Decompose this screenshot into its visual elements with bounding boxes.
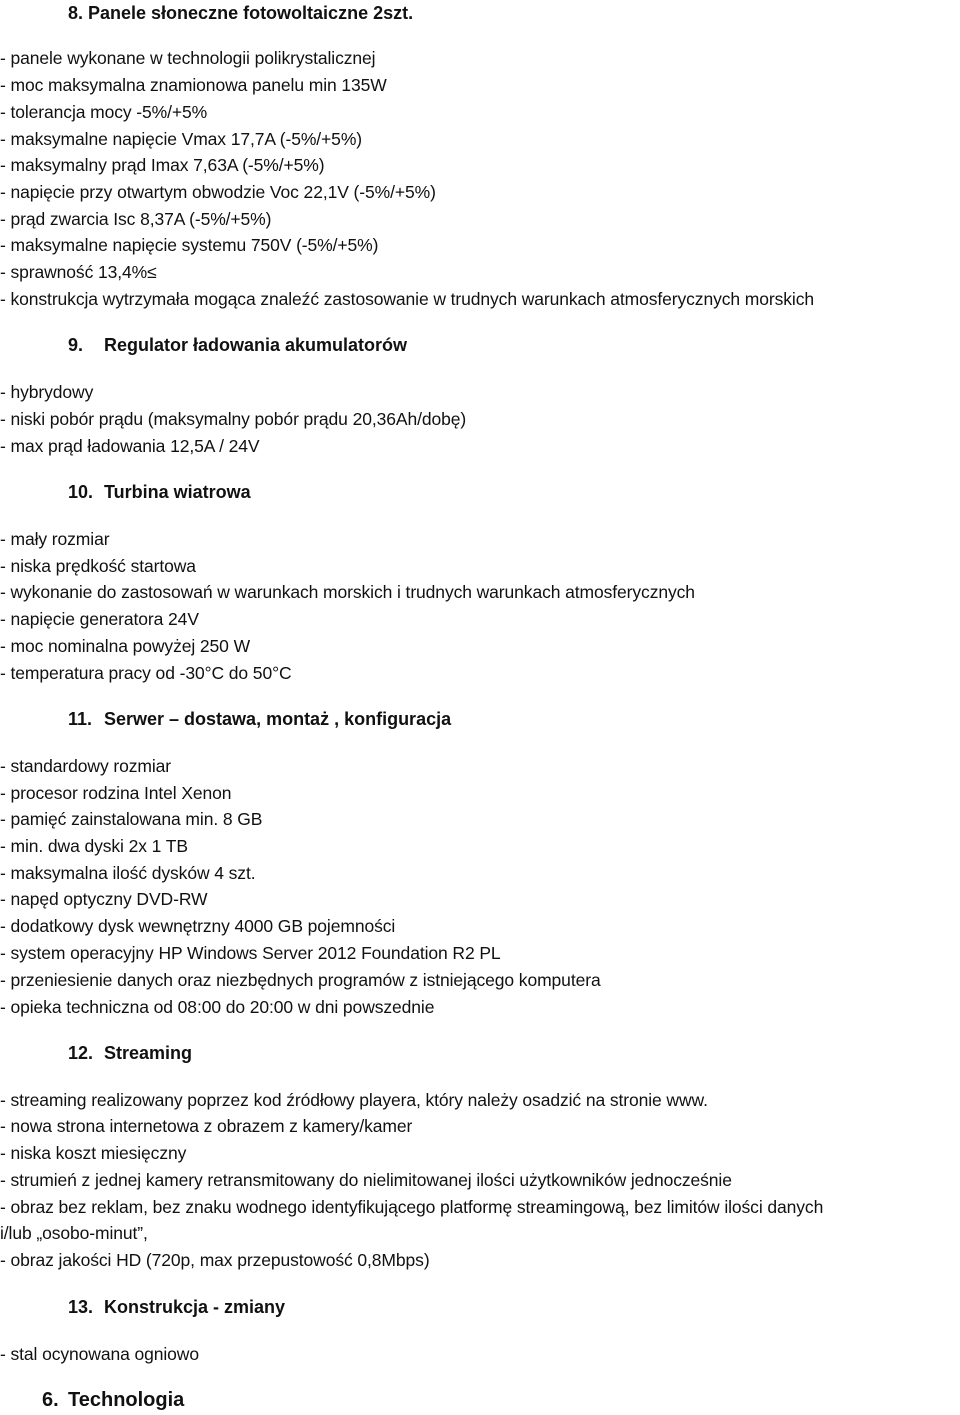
- section-10-item-3: - wykonanie do zastosowań w warunkach morskich i trudnych warunkach atmosferycznych: [0, 582, 695, 602]
- section-11-item-9: - przeniesienie danych oraz niezbędnych programów z istniejącego komputera: [0, 970, 601, 990]
- section-11-item-4: - min. dwa dyski 2x 1 TB: [0, 836, 188, 856]
- section-11-item-8: - system operacyjny HP Windows Server 2012 Foundation R2 PL: [0, 943, 501, 963]
- section-8-item-10: - konstrukcja wytrzymała mogąca znaleźć zastosowanie w trudnych warunkach atmosferycznych morskich: [0, 289, 814, 309]
- section-12-item-5: - obraz bez reklam, bez znaku wodnego identyfikującego platformę streamingową, bez limitów ilości danych: [0, 1197, 824, 1217]
- section-8-item-6: - napięcie przy otwartym obwodzie Voc 22,1V (-5%/+5%): [0, 182, 436, 202]
- section-13-title: Konstrukcja - zmiany: [104, 1297, 286, 1317]
- section-11-item-6: - napęd optyczny DVD-RW: [0, 889, 208, 909]
- section-12-item-6: i/lub „osobo-minut”,: [0, 1223, 148, 1243]
- section-8-item-2: - moc maksymalna znamionowa panelu min 135W: [0, 75, 387, 95]
- section-8-item-3: - tolerancja mocy -5%/+5%: [0, 102, 208, 122]
- section-10-item-2: - niska prędkość startowa: [0, 556, 196, 576]
- section-10-item-6: - temperatura pracy od -30°C do 50°C: [0, 663, 292, 683]
- section-9-heading: [68, 334, 407, 356]
- section-11-title: Serwer – dostawa, montaż , konfiguracja: [104, 709, 452, 729]
- section-13-heading: [68, 1296, 285, 1318]
- section-6-title: Technologia: [68, 1389, 185, 1411]
- section-8-item-5: - maksymalny prąd Imax 7,63A (-5%/+5%): [0, 155, 325, 175]
- section-10-title: Turbina wiatrowa: [104, 482, 251, 502]
- section-8-item-7: - prąd zwarcia Isc 8,37A (-5%/+5%): [0, 209, 272, 229]
- section-12-item-2: - nowa strona internetowa z obrazem z kamery/kamer: [0, 1116, 413, 1136]
- section-11-item-7: - dodatkowy dysk wewnętrzny 4000 GB pojemności: [0, 916, 396, 936]
- section-13-item-1: - stal ocynowana ogniowo: [0, 1344, 199, 1364]
- section-8-item-9: - sprawność 13,4%≤: [0, 262, 157, 282]
- section-8-heading: [68, 2, 413, 24]
- section-11-item-10: - opieka techniczna od 08:00 do 20:00 w dni powszednie: [0, 997, 435, 1017]
- section-11-item-1: - standardowy rozmiar: [0, 756, 172, 776]
- section-12-title: Streaming: [104, 1043, 193, 1063]
- section-11-item-5: - maksymalna ilość dysków 4 szt.: [0, 863, 256, 883]
- section-10-item-4: - napięcie generatora 24V: [0, 609, 199, 629]
- section-11-heading: [68, 708, 451, 730]
- section-9-item-3: - max prąd ładowania 12,5A / 24V: [0, 436, 260, 456]
- section-11-item-3: - pamięć zainstalowana min. 8 GB: [0, 809, 263, 829]
- section-8-title: 8. Panele słoneczne fotowoltaiczne 2szt.: [68, 3, 414, 23]
- section-9-item-2: - niski pobór prądu (maksymalny pobór prądu 20,36Ah/dobę): [0, 409, 467, 429]
- section-9-title: Regulator ładowania akumulatorów: [104, 335, 408, 355]
- section-12-item-3: - niska koszt miesięczny: [0, 1143, 187, 1163]
- section-12-item-4: - strumień z jednej kamery retransmitowany do nielimitowanej ilości użytkowników jednocześnie: [0, 1170, 732, 1190]
- section-13-number: 13.: [68, 1297, 94, 1317]
- section-8-item-1: - panele wykonane w technologii polikrystalicznej: [0, 48, 376, 68]
- section-6-number: 6.: [42, 1389, 59, 1411]
- section-10-heading: [68, 481, 251, 503]
- section-8-item-4: - maksymalne napięcie Vmax 17,7A (-5%/+5%): [0, 129, 363, 149]
- section-12-item-7: - obraz jakości HD (720p, max przepustowość 0,8Mbps): [0, 1250, 430, 1270]
- section-10-item-5: - moc nominalna powyżej 250 W: [0, 636, 250, 656]
- section-11-number: 11.: [68, 709, 93, 729]
- section-12-heading: [68, 1042, 192, 1064]
- section-11-item-2: - procesor rodzina Intel Xenon: [0, 783, 232, 803]
- section-9-number: 9.: [68, 335, 84, 355]
- section-10-number: 10.: [68, 482, 94, 502]
- section-8-item-8: - maksymalne napięcie systemu 750V (-5%/+5%): [0, 235, 379, 255]
- section-12-item-1: - streaming realizowany poprzez kod źródłowy playera, który należy osadzić na stronie www.: [0, 1090, 708, 1110]
- section-9-item-1: - hybrydowy: [0, 382, 94, 402]
- section-10-item-1: - mały rozmiar: [0, 529, 110, 549]
- section-12-number: 12.: [68, 1043, 94, 1063]
- section-6-heading: [42, 1389, 184, 1411]
